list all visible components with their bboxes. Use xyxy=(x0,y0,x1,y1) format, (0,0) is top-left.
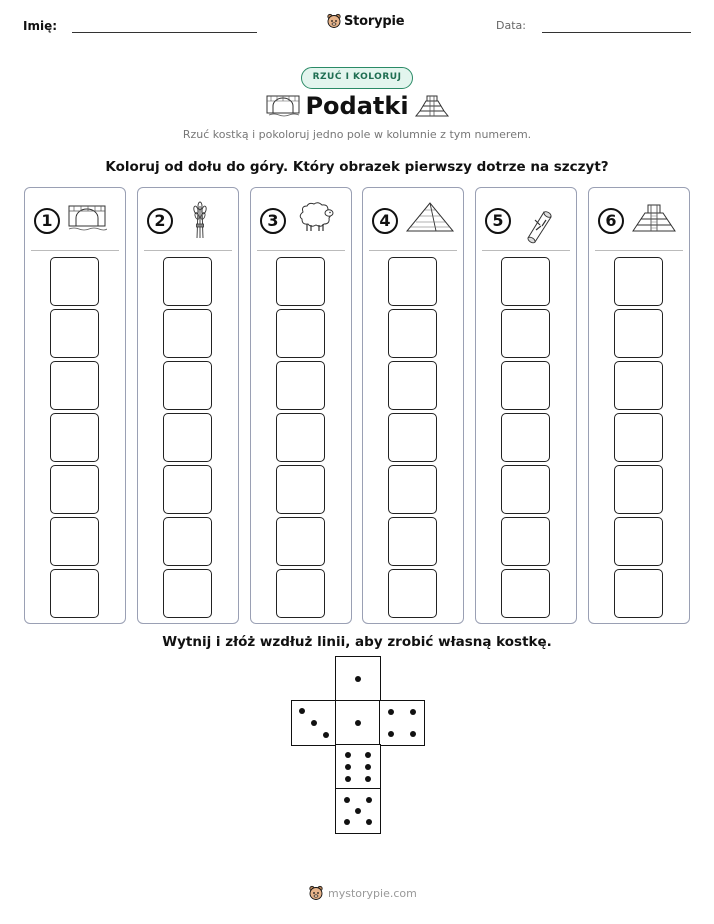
color-cell[interactable] xyxy=(50,309,99,358)
color-cell[interactable] xyxy=(388,465,437,514)
color-cell[interactable] xyxy=(163,569,212,618)
column-number: 6 xyxy=(598,208,624,234)
color-cell[interactable] xyxy=(501,517,550,566)
die-pip xyxy=(344,797,350,803)
die-face-right xyxy=(379,700,425,746)
column-6 xyxy=(588,187,690,624)
die-pip xyxy=(388,731,394,737)
color-cell[interactable] xyxy=(276,257,325,306)
color-cell[interactable] xyxy=(614,361,663,410)
step-pyramid-icon xyxy=(631,200,677,234)
die-pip xyxy=(345,776,351,782)
color-cell[interactable] xyxy=(50,465,99,514)
die-face-lower xyxy=(335,744,381,790)
color-cell[interactable] xyxy=(614,569,663,618)
color-cell[interactable] xyxy=(276,465,325,514)
color-cell[interactable] xyxy=(388,569,437,618)
coloring-instruction: Koloruj od dołu do góry. Który obrazek pierwszy dotrze na szczyt? xyxy=(105,159,609,175)
color-cell[interactable] xyxy=(614,465,663,514)
page-subtitle: Rzuć kostką i pokoloruj jedno pole w kolumnie z tym numerem. xyxy=(182,128,532,141)
color-cell[interactable] xyxy=(614,517,663,566)
column-divider xyxy=(144,250,232,251)
step-pyramid-icon xyxy=(414,93,450,117)
color-cell[interactable] xyxy=(276,309,325,358)
column-divider xyxy=(31,250,119,251)
color-cell[interactable] xyxy=(501,361,550,410)
color-cell[interactable] xyxy=(50,569,99,618)
die-face-top xyxy=(335,656,381,702)
footer xyxy=(308,885,417,901)
color-cell[interactable] xyxy=(50,517,99,566)
stone-bridge-icon xyxy=(67,200,107,234)
color-cell[interactable] xyxy=(163,413,212,462)
color-cell[interactable] xyxy=(163,465,212,514)
column-divider xyxy=(257,250,345,251)
die-face-center xyxy=(335,700,381,746)
die-pip xyxy=(345,764,351,770)
storypie-mascot-icon xyxy=(326,13,342,29)
color-cell[interactable] xyxy=(501,309,550,358)
brand-name: Storypie xyxy=(344,13,405,29)
color-cell[interactable] xyxy=(276,413,325,462)
storypie-mascot-icon xyxy=(308,885,324,901)
pyramid-icon xyxy=(405,200,455,234)
column-4 xyxy=(362,187,464,624)
die-pip xyxy=(355,676,361,682)
die-pip xyxy=(410,709,416,715)
color-cell[interactable] xyxy=(388,517,437,566)
column-2 xyxy=(137,187,239,624)
column-number: 3 xyxy=(260,208,286,234)
column-number: 1 xyxy=(34,208,60,234)
date-line xyxy=(542,32,691,33)
color-cell[interactable] xyxy=(501,569,550,618)
die-pip xyxy=(355,808,361,814)
die-pip xyxy=(410,731,416,737)
color-cell[interactable] xyxy=(163,517,212,566)
color-cell[interactable] xyxy=(614,257,663,306)
column-number: 5 xyxy=(485,208,511,234)
name-line xyxy=(72,32,257,33)
die-pip xyxy=(365,752,371,758)
die-face-bottom xyxy=(335,788,381,834)
color-cell[interactable] xyxy=(388,361,437,410)
column-5 xyxy=(475,187,577,624)
color-cell[interactable] xyxy=(50,257,99,306)
color-cell[interactable] xyxy=(614,309,663,358)
die-pip xyxy=(345,752,351,758)
column-number: 4 xyxy=(372,208,398,234)
die-pip xyxy=(388,709,394,715)
name-label: Imię: xyxy=(23,19,58,33)
page-title: Podatki xyxy=(305,92,409,120)
color-cell[interactable] xyxy=(163,257,212,306)
color-cell[interactable] xyxy=(276,517,325,566)
color-cell[interactable] xyxy=(163,309,212,358)
column-3 xyxy=(250,187,352,624)
sheep-icon xyxy=(293,200,335,234)
cut-instruction: Wytnij i złóż wzdłuż linii, aby zrobić własną kostkę. xyxy=(162,634,552,650)
die-pip xyxy=(365,764,371,770)
die-pip xyxy=(323,732,329,738)
die-pip xyxy=(355,720,361,726)
column-number: 2 xyxy=(147,208,173,234)
scroll-icon xyxy=(518,200,558,244)
color-cell[interactable] xyxy=(388,413,437,462)
color-cell[interactable] xyxy=(388,257,437,306)
column-divider xyxy=(369,250,457,251)
die-pip xyxy=(299,708,305,714)
color-cell[interactable] xyxy=(501,465,550,514)
brand-logo xyxy=(326,13,404,29)
column-divider xyxy=(595,250,683,251)
color-cell[interactable] xyxy=(276,569,325,618)
color-cell[interactable] xyxy=(501,413,550,462)
die-pip xyxy=(311,720,317,726)
column-1 xyxy=(24,187,126,624)
color-cell[interactable] xyxy=(388,309,437,358)
color-cell[interactable] xyxy=(163,361,212,410)
wheat-sheaf-icon xyxy=(180,200,220,240)
color-cell[interactable] xyxy=(276,361,325,410)
die-pip xyxy=(344,819,350,825)
die-pip xyxy=(365,776,371,782)
die-pip xyxy=(366,797,372,803)
die-pip xyxy=(366,819,372,825)
color-cell[interactable] xyxy=(614,413,663,462)
color-cell[interactable] xyxy=(501,257,550,306)
column-divider xyxy=(482,250,570,251)
die-face-left xyxy=(291,700,337,746)
activity-badge: RZUĆ I KOLORUJ xyxy=(301,67,413,89)
footer-url: mystorypie.com xyxy=(328,886,417,900)
color-cell[interactable] xyxy=(50,413,99,462)
color-cell[interactable] xyxy=(50,361,99,410)
date-label: Data: xyxy=(496,19,526,32)
